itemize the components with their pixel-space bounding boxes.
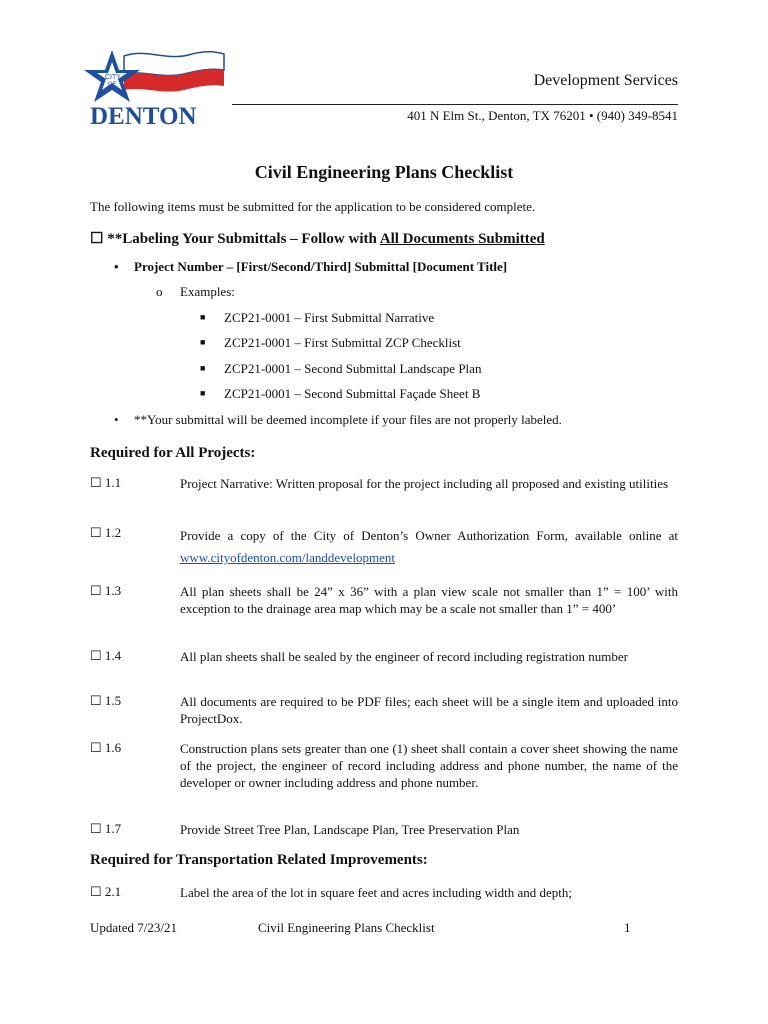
labeling-warning: • **Your submittal will be deemed incomplete if your files are not properly labeled. bbox=[114, 412, 562, 427]
example-item: ■ ZCP21-0001 – First Submittal ZCP Checklist bbox=[200, 335, 461, 350]
department-address: 401 N Elm St., Denton, TX 76201 • (940) 349-8541 bbox=[407, 108, 678, 123]
logo-of-text: OF bbox=[108, 82, 117, 88]
footer-page-number: 1 bbox=[624, 920, 631, 935]
footer-updated-date: Updated 7/23/21 bbox=[90, 920, 178, 935]
checklist-item-number[interactable]: ☐ 1.2 bbox=[90, 525, 122, 540]
labeling-heading bbox=[90, 229, 545, 248]
labeling-format-bullet: • Project Number – [First/Second/Third] Submittal [Document Title] bbox=[114, 259, 508, 274]
department-name: Development Services bbox=[533, 72, 678, 89]
page-title: Civil Engineering Plans Checklist bbox=[254, 162, 514, 182]
logo-name-text: DENTON bbox=[90, 103, 197, 128]
examples-label: o Examples: bbox=[156, 284, 235, 299]
checklist-item-number[interactable]: ☐ 1.7 bbox=[90, 821, 122, 836]
checklist-item-number[interactable]: ☐ 1.5 bbox=[90, 693, 122, 708]
checklist-item-number[interactable]: ☐ 1.4 bbox=[90, 648, 122, 663]
checklist-item-text: All documents are required to be PDF files; each sheet will be a single item and uploaded into ProjectDox. bbox=[180, 694, 678, 726]
checklist-item-number[interactable]: ☐ 1.3 bbox=[90, 583, 122, 598]
checklist-item-text: Provide a copy of the City of Denton’s Owner Authorization Form, available online at www.cityofdenton.com/landdevelopment bbox=[180, 528, 678, 565]
labeling-checkbox[interactable]: ☐ bbox=[90, 231, 104, 247]
checklist-item-number[interactable]: ☐ 1.1 bbox=[90, 475, 122, 490]
checklist-item-text: Project Narrative: Written proposal for the project including all proposed and existing utilities bbox=[180, 476, 669, 491]
intro-text: The following items must be submitted for the application to be considered complete. bbox=[90, 199, 536, 214]
checklist-item-text: All plan sheets shall be sealed by the engineer of record including registration number bbox=[180, 649, 628, 664]
section-heading-transportation: Required for Transportation Related Improvements: bbox=[90, 852, 428, 868]
checklist-item-number[interactable]: ☐ 2.1 bbox=[90, 884, 122, 899]
header-divider bbox=[232, 104, 678, 105]
checklist-item-text: All plan sheets shall be 24” x 36” with a plan view scale not smaller than 1” = 100’ with exception to the drainage area map which may be a scale not smaller than 1” = 400’ bbox=[180, 584, 678, 616]
labeling-format-text: Project Number – [First/Second/Third] Submittal [Document Title] bbox=[134, 259, 508, 274]
logo-city-text: CITY bbox=[105, 74, 121, 81]
checklist-item-text: Construction plans sets greater than one (1) sheet shall contain a cover sheet showing the name of the project, the engineer of record including address and phone number, the name of the developer or owner including address and phone number. bbox=[180, 741, 678, 790]
checklist-item-number[interactable]: ☐ 1.6 bbox=[90, 740, 122, 755]
labeling-heading-underlined: All Documents Submitted bbox=[379, 231, 545, 247]
example-item: ■ ZCP21-0001 – Second Submittal Landscape Plan bbox=[200, 361, 482, 376]
checklist-item-text: Label the area of the lot in square feet and acres including width and depth; bbox=[180, 885, 573, 900]
checklist-item-text: Provide Street Tree Plan, Landscape Plan, Tree Preservation Plan bbox=[180, 822, 520, 837]
section-heading-all-projects: Required for All Projects: bbox=[90, 445, 256, 461]
example-item: ■ ZCP21-0001 – Second Submittal Façade Sheet B bbox=[200, 386, 481, 401]
city-of-denton-logo bbox=[72, 48, 232, 128]
example-item: ■ ZCP21-0001 – First Submittal Narrative bbox=[200, 310, 435, 325]
footer-document-title: Civil Engineering Plans Checklist bbox=[258, 920, 435, 935]
labeling-heading-prefix: **Labeling Your Submittals – Follow with bbox=[107, 231, 380, 247]
land-development-link[interactable]: www.cityofdenton.com/landdevelopment bbox=[180, 550, 396, 565]
